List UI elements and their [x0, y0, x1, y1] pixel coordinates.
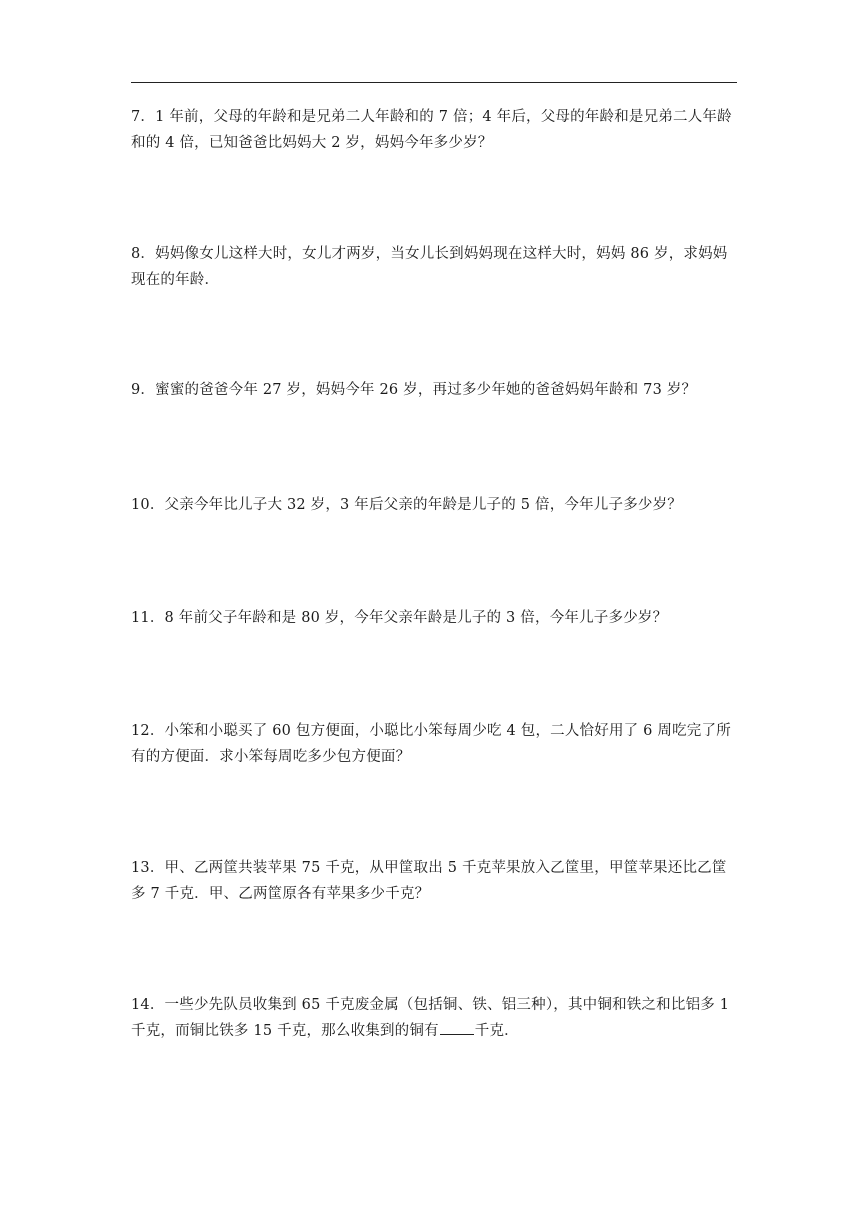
answer-blank[interactable]	[440, 1020, 474, 1035]
question-10-line-1: 10．父亲今年比儿子大 32 岁，3 年后父亲的年龄是儿子的 5 倍，今年儿子多少岁？	[131, 497, 682, 513]
question-13-line-1: 13．甲、乙两筐共装苹果 75 千克，从甲筐取出 5 千克苹果放入乙筐里，甲筐苹果还比乙筐	[131, 860, 727, 876]
question-10	[131, 492, 738, 518]
question-8	[131, 241, 738, 293]
question-13-line-2: 多 7 千克．甲、乙两筐原各有苹果多少千克？	[131, 886, 430, 902]
question-7	[131, 104, 738, 156]
question-14-line-2	[131, 1018, 738, 1044]
question-7-line-1: 7．1 年前，父母的年龄和是兄弟二人年龄和的 7 倍；4 年后，父母的年龄和是兄弟二人年龄	[131, 109, 732, 125]
header-rule	[131, 82, 737, 83]
question-12	[131, 718, 738, 770]
question-9-line-1: 9．蜜蜜的爸爸今年 27 岁，妈妈今年 26 岁，再过多少年她的爸爸妈妈年龄和 73 岁？	[131, 382, 697, 398]
question-9	[131, 377, 738, 403]
question-14	[131, 992, 738, 1044]
question-7-line-2: 和的 4 倍，已知爸爸比妈妈大 2 岁，妈妈今年多少岁？	[131, 135, 493, 151]
question-14-line-1: 14．一些少先队员收集到 65 千克废金属（包括铜、铁、铝三种），其中铜和铁之和比铝多 1	[131, 997, 730, 1013]
question-8-line-2: 现在的年龄．	[131, 272, 220, 288]
question-11	[131, 605, 738, 631]
question-14-line-2-before-blank: 千克，而铜比铁多 15 千克，那么收集到的铜有	[131, 1023, 439, 1039]
question-14-line-2-after-blank: 千克．	[474, 1023, 519, 1039]
question-11-line-1: 11．8 年前父子年龄和是 80 岁，今年父亲年龄是儿子的 3 倍，今年儿子多少岁？	[131, 610, 668, 626]
question-13	[131, 855, 738, 907]
question-12-line-1: 12．小笨和小聪买了 60 包方便面，小聪比小笨每周少吃 4 包，二人恰好用了 6 周吃完了所	[131, 723, 731, 739]
question-8-line-1: 8．妈妈像女儿这样大时，女儿才两岁，当女儿长到妈妈现在这样大时，妈妈 86 岁，求妈妈	[131, 246, 728, 262]
question-12-line-2: 有的方便面．求小笨每周吃多少包方便面？	[131, 749, 411, 765]
